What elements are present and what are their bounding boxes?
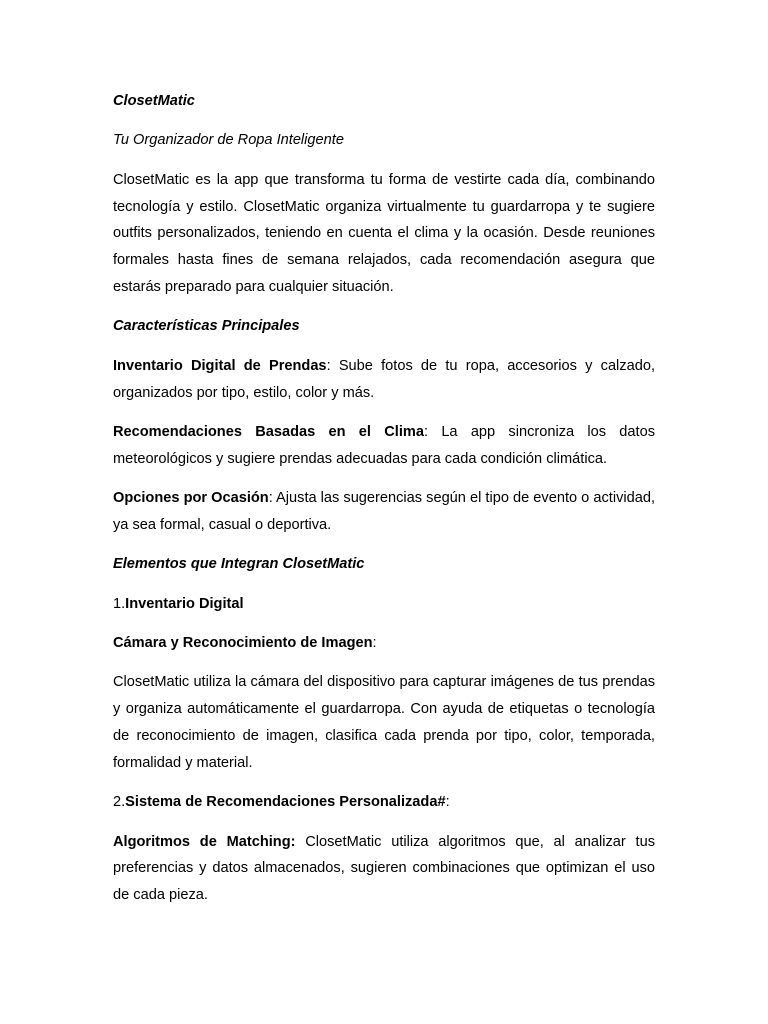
feature-item-inventory <box>113 353 655 407</box>
subheading-suffix: : <box>372 635 377 652</box>
document-body <box>113 88 655 922</box>
section-number: 2. <box>113 794 126 811</box>
camera-paragraph: ClosetMatic utiliza la cámara del dispositivo para capturar imágenes de tus prendas y organiza automáticamente el guardarropa. Con ayuda de etiquetas o tecnología de reconocimiento de imagen, clasifica cada prenda por tipo, color, temporada, formalidad y material. <box>113 674 655 771</box>
feature-label: Recomendaciones Basadas en el Clima <box>113 423 424 440</box>
section-2-heading <box>113 789 655 816</box>
feature-text: : Ajusta las sugerencias según el tipo de evento o actividad, ya sea formal, casual o deportiva. <box>113 490 656 533</box>
matching-paragraph <box>113 829 655 909</box>
matching-label: Algoritmos de Matching: <box>113 833 296 850</box>
elements-heading: Elementos que Integran ClosetMatic <box>113 556 365 573</box>
feature-item-occasion <box>113 485 655 539</box>
features-heading: Características Principales <box>113 318 300 335</box>
document-title: ClosetMatic <box>113 93 195 109</box>
section-title: Inventario Digital <box>125 595 244 612</box>
feature-text: : Sube fotos de tu ropa, accesorios y calzado, organizados por tipo, estilo, color y más. <box>113 357 655 401</box>
section-title: Sistema de Recomendaciones Personalizada# <box>125 794 446 811</box>
section-1-heading <box>113 591 655 618</box>
feature-item-weather <box>113 419 655 473</box>
feature-label: Opciones por Ocasión <box>113 490 269 507</box>
matching-text: ClosetMatic utiliza algoritmos que, al analizar tus preferencias y datos almacenados, sugieren combinaciones que optimizan el uso de cada pieza. <box>113 833 655 904</box>
subheading-label: Cámara y Reconocimiento de Imagen <box>113 635 373 652</box>
intro-paragraph: ClosetMatic es la app que transforma tu forma de vestirte cada día, combinando tecnología y estilo. ClosetMatic organiza virtualmente tu guardarropa y te sugiere outfits personalizados, teniendo en cuenta el clima y la ocasión. Desde reuniones formales hasta fines de semana relajados, cada recomendación asegura que estarás preparado para cualquier situación. <box>113 171 655 295</box>
section-number: 1. <box>113 595 126 612</box>
feature-text: : La app sincroniza los datos meteorológicos y sugiere prendas adecuadas para cada condición climática. <box>113 423 656 467</box>
camera-subheading <box>113 630 655 657</box>
feature-label: Inventario Digital de Prendas <box>113 357 327 374</box>
document-subtitle: Tu Organizador de Ropa Inteligente <box>113 132 344 149</box>
section-suffix: : <box>445 794 450 811</box>
